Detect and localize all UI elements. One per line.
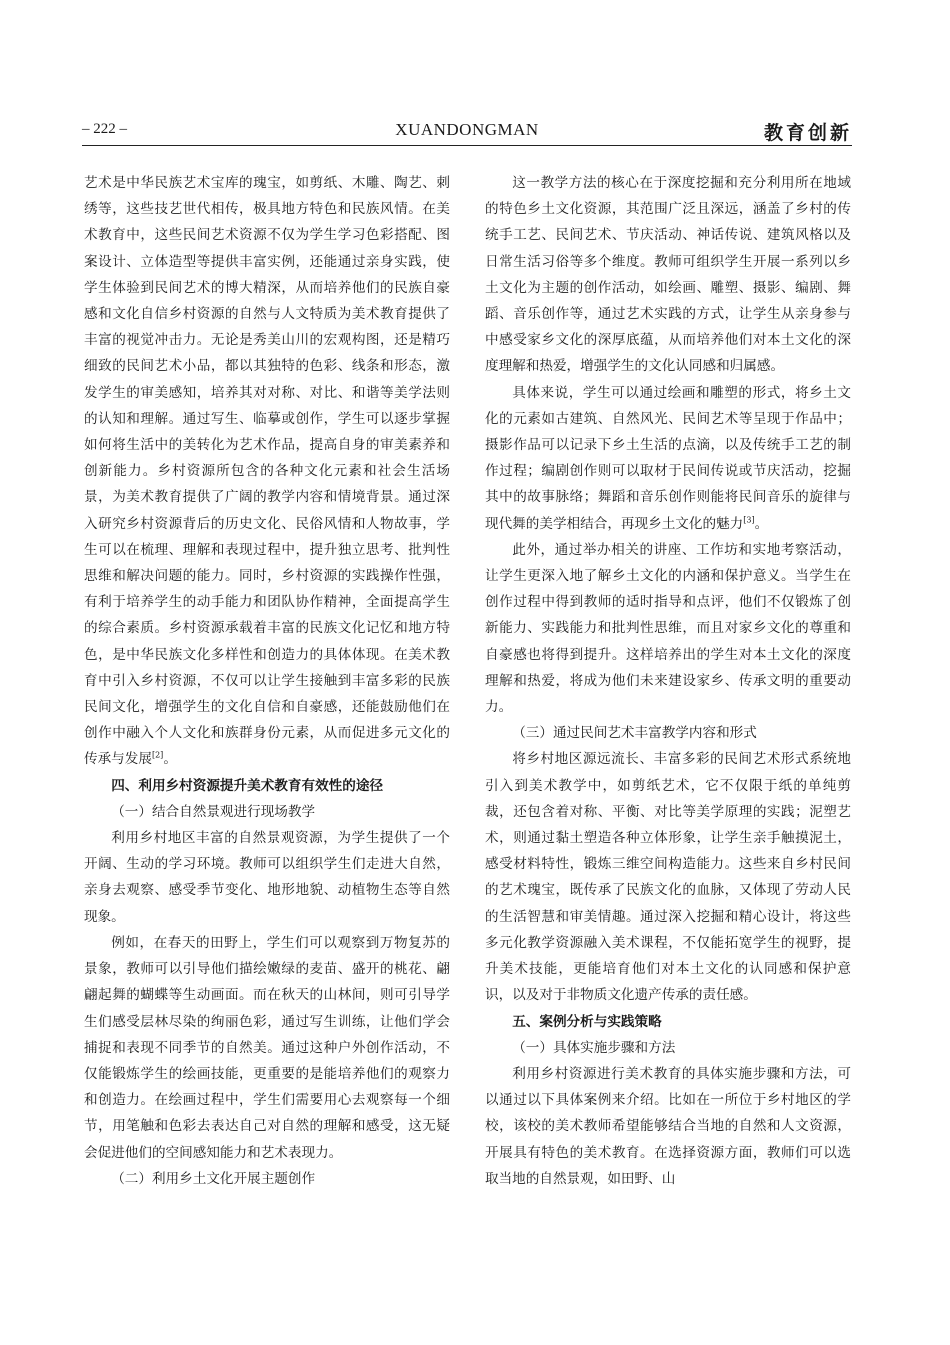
page-number: – 222 – bbox=[82, 121, 127, 137]
section-title: 教育创新 bbox=[763, 122, 852, 144]
page-header bbox=[82, 117, 852, 146]
citation-ref[interactable]: [2] bbox=[151, 750, 164, 760]
section-heading: 五、案例分析与实践策略 bbox=[512, 1013, 662, 1030]
paragraph: 利用乡村资源进行美术教育的具体实施步骤和方法，可以通过以下具体案例来介绍。比如在一所位于乡村地区的学校，该校的美术教师希望能够结合当地的自然和人文资源，开展具有特色的美术教育。在选择资源方面，教师们可以选取当地的自然景观，如田野、山 bbox=[485, 1065, 851, 1187]
left-column bbox=[84, 170, 450, 1192]
paragraph: 此外，通过举办相关的讲座、工作坊和实地考察活动，让学生更深入地了解乡土文化的内涵和保护意义。当学生在创作过程中得到教师的适时指导和点评，他们不仅锻炼了创新能力、实践能力和批判性思维，而且对家乡文化的尊重和自豪感也将得到提升。这样培养出的学生对本土文化的深度理解和热爱，将成为他们未来建设家乡、传承文明的重要动力。 bbox=[485, 541, 851, 716]
subsection-heading: （二）利用乡土文化开展主题创作 bbox=[111, 1170, 316, 1187]
subsection-heading: （三）通过民间艺术丰富教学内容和形式 bbox=[512, 725, 757, 742]
section-heading: 四、利用乡村资源提升美术教育有效性的途径 bbox=[111, 777, 384, 794]
citation-ref[interactable]: [3] bbox=[743, 515, 755, 525]
paragraph: 艺术是中华民族艺术宝库的瑰宝，如剪纸、木雕、陶艺、刺绣等，这些技艺世代相传，极具地方特色和民族风情。在美术教育中，这些民间艺术资源不仅为学生学习色彩搭配、图案设计、立体造型等提供丰富实例，还能通过亲身实践，使学生体验到民间艺术的博大精深，从而培养他们的民族自豪感和文化自信乡村资源的自然与人文特质为美术教育提供了丰富的视觉冲击力。无论是秀美山川的宏观构图，还是精巧细致的民间艺术小品，都以其独特的色彩、线条和形态，激发学生的审美感知，培养其对对称、对比、和谐等美学法则的认知和理解。通过写生、临摹或创作，学生可以逐步掌握如何将生活中的美转化为艺术作品，提高自身的审美素养和创新能力。乡村资源所包含的各种文化元素和社会生活场景，为美术教育提供了广阔的教学内容和情境背景。通过深入研究乡村资源背后的历史文化、民俗风情和人物故事，学生可以在梳理、理解和表现过程中，提升独立思考、批判性思维和解决问题的能力。同时，乡村资源的实践操作性强，有利于培养学生的动手能力和团队协作精神，全面提高学生的综合素质。乡村资源承载着丰富的民族文化记忆和地方特色，是中华民族文化多样性和创造力的具体体现。在美术教育中引入乡村资源，不仅可以让学生接触到丰富多彩的民族民间文化，增强学生的文化自信和自豪感，还能鼓励他们在创作中融入个人文化和族群身份元素，从而促进多元文化的传承与发展[2]。 bbox=[84, 175, 450, 768]
subsection-heading: （一）具体实施步骤和方法 bbox=[512, 1039, 676, 1056]
subsection-heading: （一）结合自然景观进行现场教学 bbox=[111, 803, 316, 820]
paragraph: 利用乡村地区丰富的自然景观资源，为学生提供了一个开阔、生动的学习环境。教师可以组织学生们走进大自然，亲身去观察、感受季节变化、地形地貌、动植物生态等自然现象。 bbox=[84, 830, 450, 925]
paragraph: 具体来说，学生可以通过绘画和雕塑的形式，将乡土文化的元素如古建筑、自然风光、民间艺术等呈现于作品中；摄影作品可以记录下乡土生活的点滴，以及传统手工艺的制作过程；编剧创作则可以取材于民间传说或节庆活动，挖掘其中的故事脉络；舞蹈和音乐创作则能将民间音乐的旋律与现代舞的美学相结合，再现乡土文化的魅力[3]。 bbox=[485, 384, 851, 532]
paragraph: 将乡村地区源远流长、丰富多彩的民间艺术形式系统地引入到美术教学中，如剪纸艺术，它不仅限于纸的单纯剪裁，还包含着对称、平衡、对比等美学原理的实践；泥塑艺术，则通过黏土塑造各种立体形象，让学生亲手触摸泥土，感受材料特性，锻炼三维空间构造能力。这些来自乡村民间的艺术瑰宝，既传承了民族文化的血脉，又体现了劳动人民的生活智慧和审美情趣。通过深入挖掘和精心设计，将这些多元化教学资源融入美术课程，不仅能拓宽学生的视野，提升美术技能，更能培育他们对本土文化的认同感和保护意识，以及对于非物质文化遗产传承的责任感。 bbox=[485, 751, 851, 1004]
paragraph: 例如，在春天的田野上，学生们可以观察到万物复苏的景象，教师可以引导他们描绘嫩绿的麦苗、盛开的桃花、翩翩起舞的蝴蝶等生动画面。而在秋天的山林间，则可引导学生们感受层林尽染的绚丽色彩，通过写生训练，让他们学会捕捉和表现不同季节的自然美。通过这种户外创作活动，不仅能锻炼学生的绘画技能，更重要的是能培养他们的观察力和创造力。在绘画过程中，学生们需要用心去观察每一个细节，用笔触和色彩去表达自己对自然的理解和感受，这无疑会促进他们的空间感知能力和艺术表现力。 bbox=[84, 934, 450, 1161]
journal-title: XUANDONGMAN bbox=[395, 120, 539, 139]
right-column bbox=[485, 170, 851, 1192]
paragraph: 这一教学方法的核心在于深度挖掘和充分利用所在地域的特色乡土文化资源，其范围广泛且深远，涵盖了乡村的传统手工艺、民间艺术、节庆活动、神话传说、建筑风格以及日常生活习俗等多个维度。教师可组织学生开展一系列以乡土文化为主题的创作活动，如绘画、雕塑、摄影、编剧、舞蹈、音乐创作等，通过艺术实践的方式，让学生从亲身参与中感受家乡文化的深厚底蕴，从而培养他们对本土文化的深度理解和热爱，增强学生的文化认同感和归属感。 bbox=[485, 175, 851, 375]
